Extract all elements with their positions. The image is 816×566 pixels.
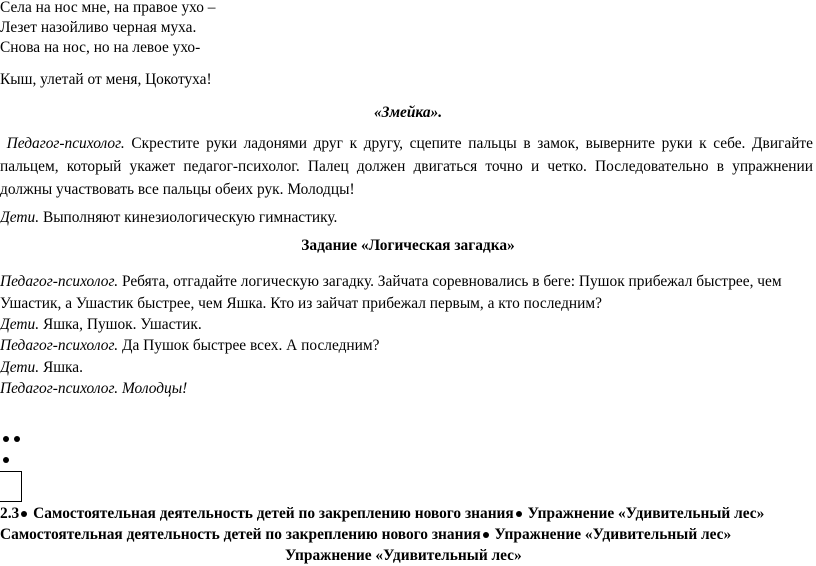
logic-speaker-1: Педагог-психолог. [0,273,119,290]
poem-line-3: Снова на нос, но на левое ухо- [0,39,201,56]
footer-line-2-a: Самостоятельная деятельность детей по закреплению нового знания [0,526,481,543]
bullet-icon [14,436,20,442]
logic-task-title: Задание «Логическая загадка» [301,237,515,254]
logic-text-2: Яшка, Пушок. Ушастик. [42,316,202,333]
empty-frame [0,471,22,502]
bullet-icon [3,436,9,442]
logic-speaker-2: Дети. [0,316,40,333]
logic-text-3: Да Пушок быстрее всех. А последним? [121,337,380,354]
logic-text-1a: Ребята, отгадайте логическую загадку. Зайчата соревновались в беге: Пушок прибежал быстрее, чем [121,273,782,290]
footer-line-1 [0,504,764,524]
logic-text-4: Яшка. [42,359,83,376]
footer-line-1-a: Самостоятельная деятельность детей по закреплению нового знания [33,505,514,522]
children-speaker: Дети. [0,209,40,226]
logic-line-3 [0,315,202,335]
zmeyka-title: «Змейка». [373,104,443,121]
bullet-icon [483,532,489,538]
logic-line-5 [0,358,83,378]
logic-speaker-4: Дети. [0,359,40,376]
zmeyka-speaker: Педагог-психолог. [6,135,125,152]
footer-line-2 [0,525,731,545]
bullet-icon [3,457,9,463]
logic-line-4 [0,336,379,356]
poem-line-1: Села на нос мне, на правое ухо – [0,0,216,16]
zmeyka-paragraph [0,132,813,201]
footer-line-1-b: Упражнение «Удивительный лес» [527,505,765,522]
footer-line-3: Упражнение «Удивительный лес» [285,547,522,564]
logic-line-2: Ушастик, а Ушастик быстрее, чем Яшка. Кто из зайчат прибежал первым, а кто последним? [0,295,602,312]
zmeyka-text: Скрестите руки ладонями друг к другу, сцепите пальцы в замок, выверните руки к себе. Двигайте пальцем, который укажет педагог-психолог. Палец должен двигаться точно и четко. Последовательно в упражнении должны участвовать все пальцы обеих рук. Молодцы! [0,135,813,198]
bullet-icon [516,511,522,517]
zmeyka-children [0,208,337,228]
poem-line-2: Лезет назойливо черная муха. [0,19,197,36]
logic-line-1 [0,272,782,292]
logic-speaker-3: Педагог-психолог. [0,337,119,354]
bullet-icon [21,511,27,517]
logic-line-6: Педагог-психолог. Молодцы! [0,380,188,397]
section-number: 2.3 [0,505,20,522]
children-text: Выполняют кинезиологическую гимнастику. [42,209,338,226]
poem-line-4: Кыш, улетай от меня, Цокотуха! [0,71,212,88]
footer-line-2-b: Упражнение «Удивительный лес» [494,526,732,543]
